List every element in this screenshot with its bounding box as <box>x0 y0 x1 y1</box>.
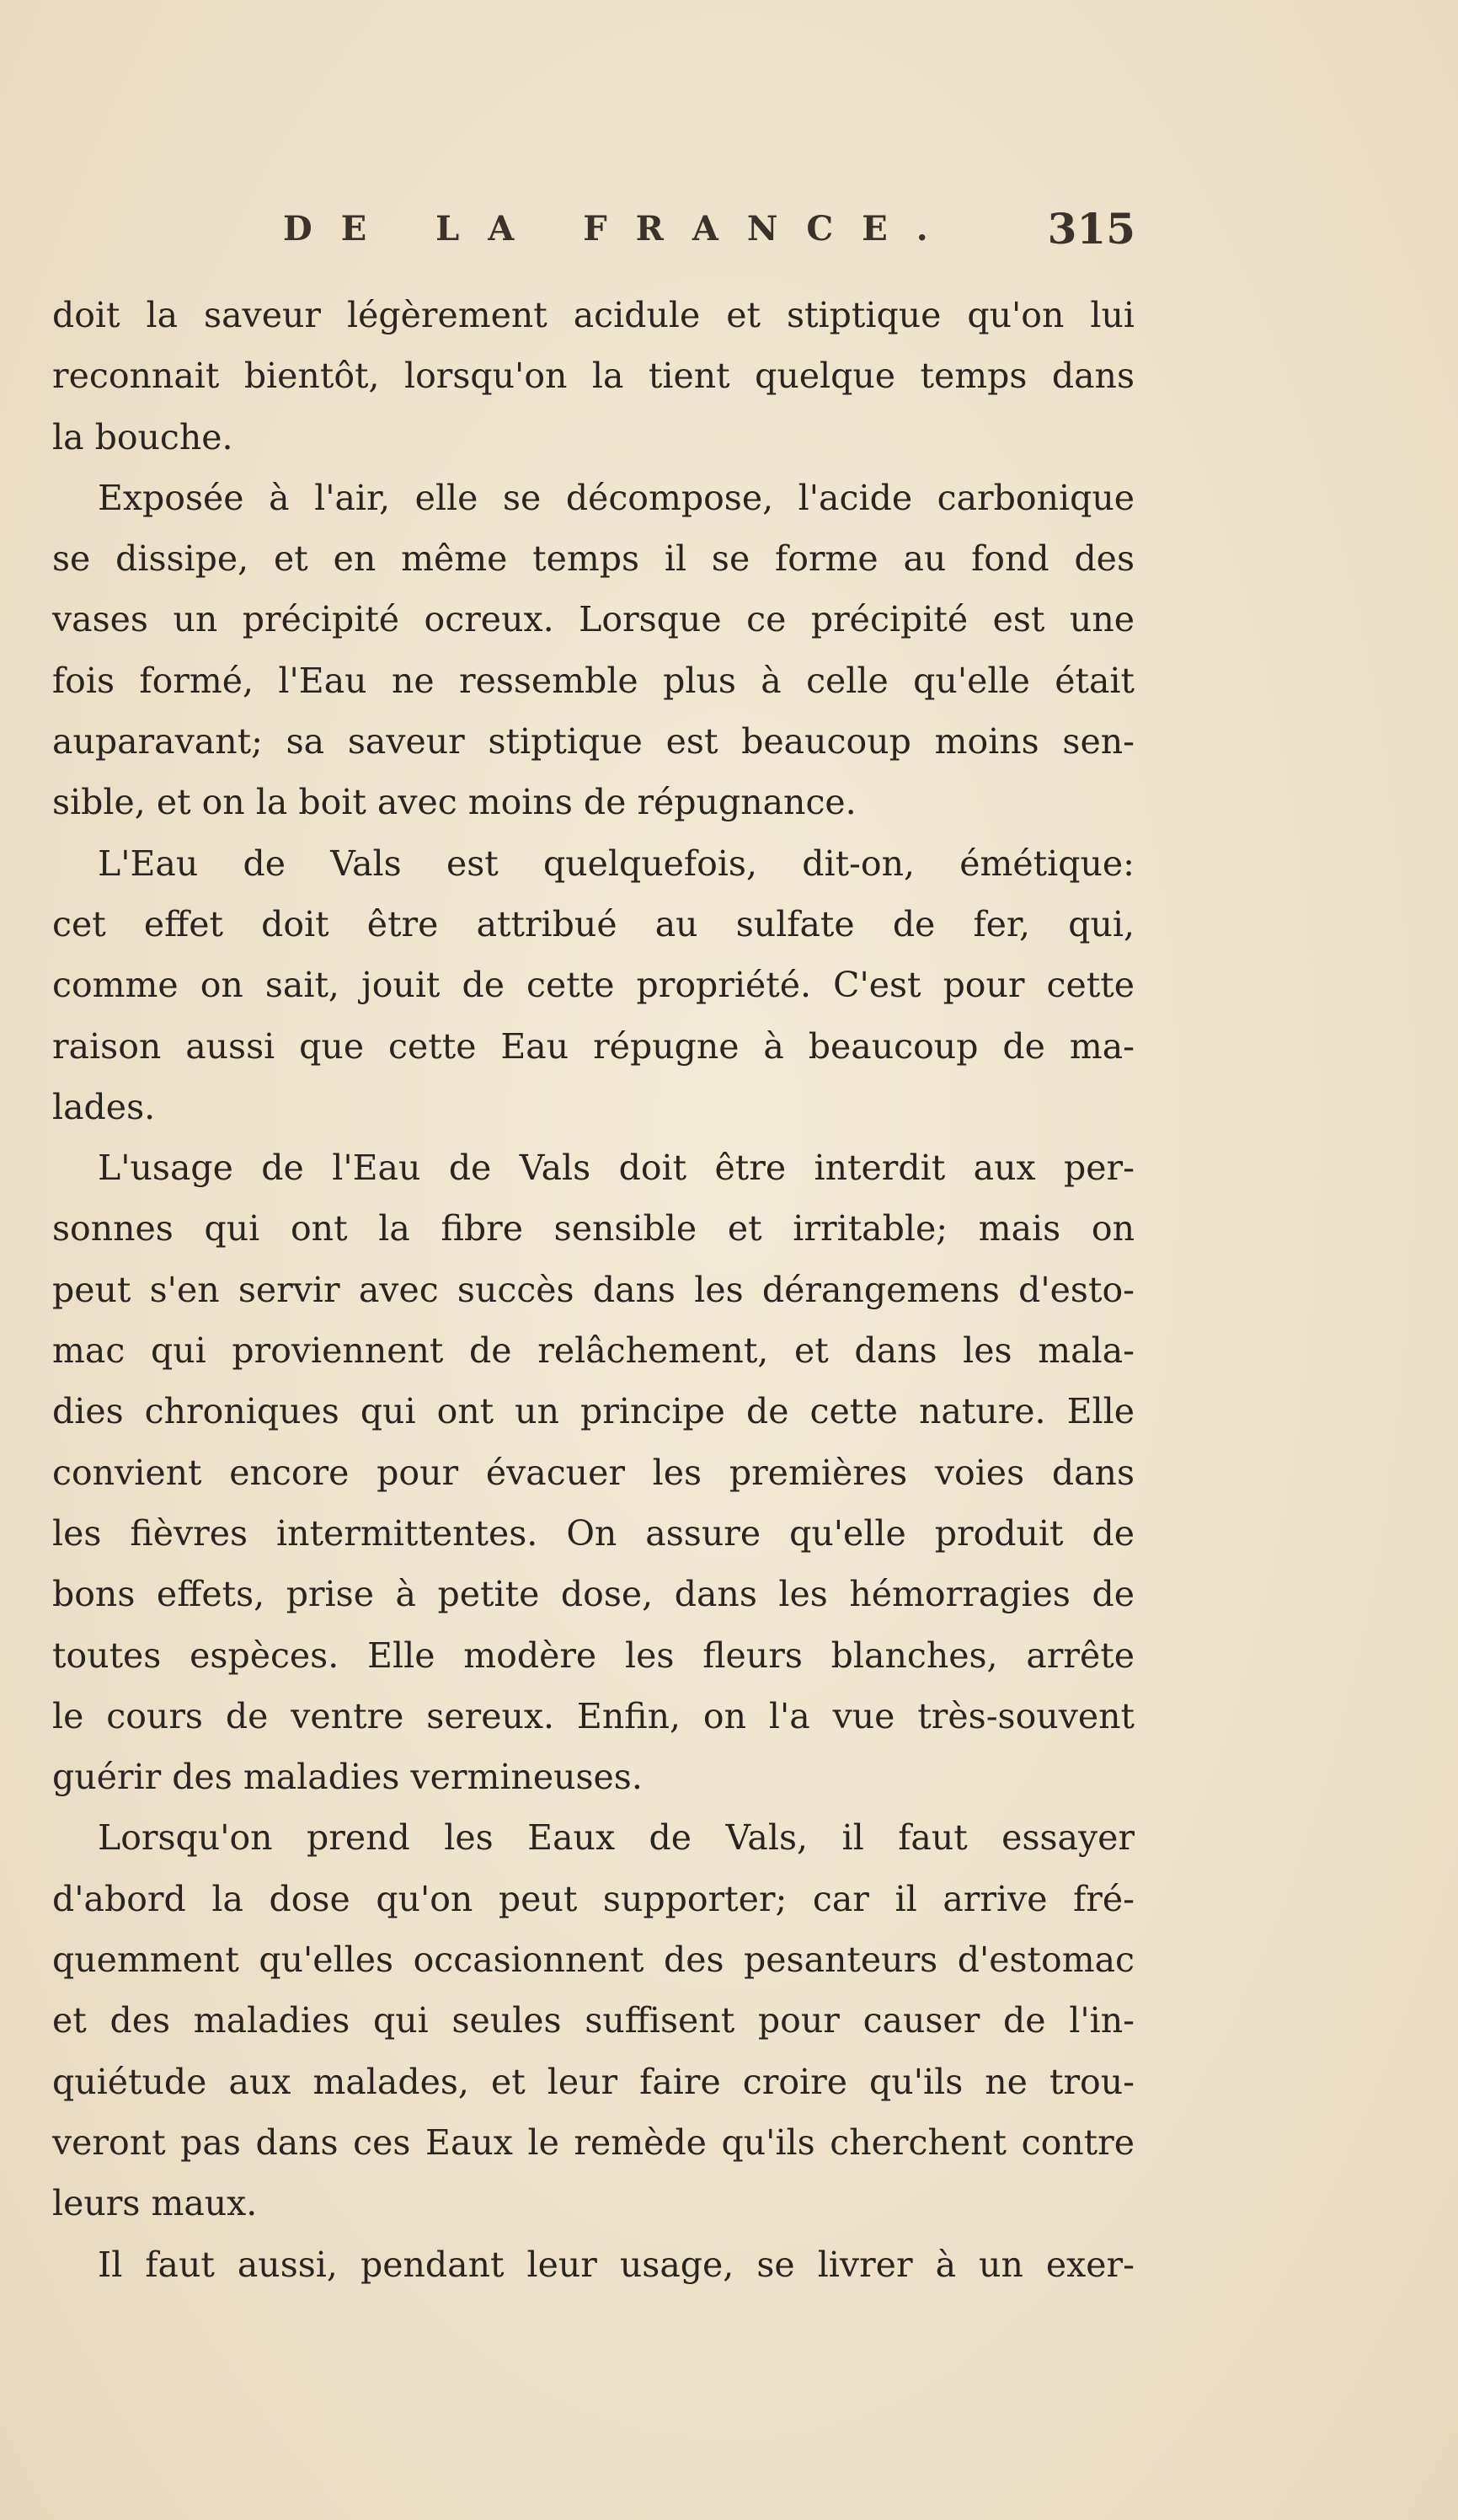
text-line: la bouche. <box>52 416 233 457</box>
text-line: convient encore pour évacuer les premières voies dans <box>52 1452 1135 1493</box>
text-line: d'abord la dose qu'on peut supporter; car il arrive fré- <box>52 1878 1135 1919</box>
page-number: 315 <box>1047 204 1135 254</box>
text-line: le cours de ventre sereux. Enfin, on l'a vue très-souvent <box>52 1695 1135 1736</box>
text-line: fois formé, l'Eau ne ressemble plus à celle qu'elle était <box>52 660 1135 701</box>
text-line: sonnes qui ont la fibre sensible et irritable; mais on <box>52 1208 1135 1249</box>
body-text <box>52 285 1135 2295</box>
text-line: peut s'en servir avec succès dans les dérangemens d'esto- <box>52 1269 1135 1310</box>
text-line: les fièvres intermittentes. On assure qu'elle produit de <box>52 1512 1135 1554</box>
paragraph-start-line: L'usage de l'Eau de Vals doit être interdit aux per- <box>98 1148 1135 1189</box>
text-line: guérir des maladies vermineuses. <box>52 1757 643 1798</box>
page-header <box>0 204 1458 268</box>
text-line: quemment qu'elles occasionnent des pesanteurs d'estomac <box>52 1939 1135 1981</box>
text-line: vases un précipité ocreux. Lorsque ce précipité est une <box>52 599 1135 640</box>
text-line: cet effet doit être attribué au sulfate de fer, qui, <box>52 903 1135 944</box>
paragraph-start-line: L'Eau de Vals est quelquefois, dit-on, émétique: <box>98 843 1135 884</box>
text-line: raison aussi que cette Eau répugne à beaucoup de ma- <box>52 1025 1135 1067</box>
text-line: veront pas dans ces Eaux le remède qu'ils cherchent contre <box>52 2121 1135 2163</box>
text-line: leurs maux. <box>52 2183 258 2224</box>
text-line: se dissipe, et en même temps il se forme au fond des <box>52 538 1135 580</box>
running-head: DE LA FRANCE. <box>283 209 957 249</box>
text-line: sible, et on la boit avec moins de répugnance. <box>52 782 857 823</box>
text-line: dies chroniques qui ont un principe de cette nature. Elle <box>52 1391 1135 1432</box>
text-line: comme on sait, jouit de cette propriété. C'est pour cette <box>52 965 1135 1006</box>
text-line: mac qui proviennent de relâchement, et dans les mala- <box>52 1330 1135 1372</box>
text-line: auparavant; sa saveur stiptique est beaucoup moins sen- <box>52 721 1135 762</box>
text-line: bons effets, prise à petite dose, dans les hémorragies de <box>52 1574 1135 1615</box>
paragraph-start-line: Il faut aussi, pendant leur usage, se livrer à un exer- <box>98 2244 1135 2285</box>
text-line: doit la saveur légèrement acidule et stiptique qu'on lui <box>52 295 1135 335</box>
text-line: et des maladies qui seules suffisent pour causer de l'in- <box>52 2000 1135 2041</box>
text-line: lades. <box>52 1086 156 1127</box>
paragraph-start-line: Lorsqu'on prend les Eaux de Vals, il faut essayer <box>98 1817 1135 1859</box>
text-line: reconnait bientôt, lorsqu'on la tient quelque temps dans <box>52 356 1135 397</box>
text-line: toutes espèces. Elle modère les fleurs blanches, arrête <box>52 1635 1135 1676</box>
text-line: quiétude aux malades, et leur faire croire qu'ils ne trou- <box>52 2061 1135 2102</box>
paragraph-start-line: Exposée à l'air, elle se décompose, l'acide carbonique <box>98 477 1135 518</box>
